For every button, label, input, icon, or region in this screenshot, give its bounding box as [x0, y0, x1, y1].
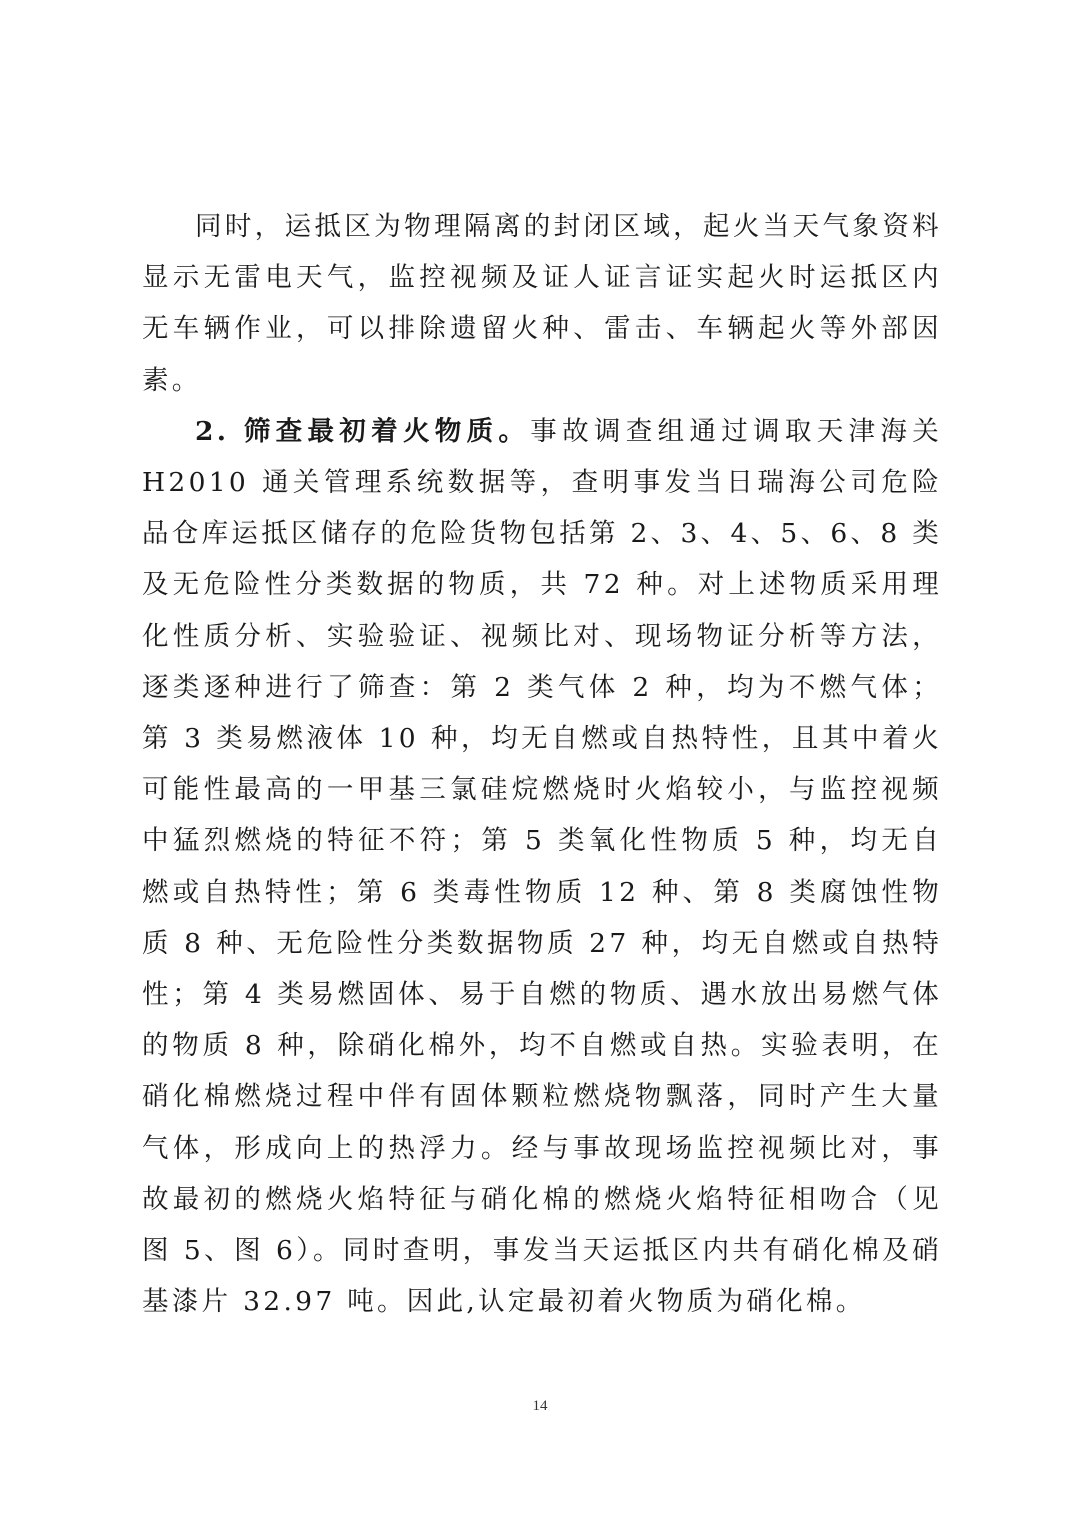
page-number: 14: [532, 1398, 548, 1414]
paragraph-external-factors-text: 同时，运抵区为物理隔离的封闭区域，起火当天气象资料显示无雷电天气，监控视频及证人证言证实起火时运抵区内无车辆作业，可以排除遗留火种、雷击、车辆起火等外部因素。: [142, 211, 942, 396]
section-heading-screening: 2. 筛查最初着火物质。: [195, 415, 531, 447]
paragraph-initial-fire-substance-text: 事故调查组通过调取天津海关 H2010 通关管理系统数据等，查明事发当日瑞海公司危险品仓库运抵区储存的危险货物包括第 2、3、4、5、6、8 类及无危险性分类数据的物质，共 72 种。对上述物质采用理化性质分析、实验验证、视频比对、现场物证分析等方法，逐类逐种进行了筛查：第 2 类气体 2 种，均为不燃气体；第 3 类易燃液体 10 种，均无自燃或自热特性，且其中着火可能性最高的一甲基三氯硅烷燃烧时火焰较小，与监控视频中猛烈燃烧的特征不符；第 5 类氧化性物质 5 种，均无自燃或自热特性；第 6 类毒性物质 12 种、第 8 类腐蚀性物质 8 种、无危险性分类数据物质 27 种，均无自燃或自热特性；第 4 类易燃固体、易于自燃的物质、遇水放出易燃气体的物质 8 种，除硝化棉外，均不自燃或自热。实验表明，在硝化棉燃烧过程中伴有固体颗粒燃烧物飘落，同时产生大量气体，形成向上的热浮力。经与事故现场监控视频比对，事故最初的燃烧火焰特征与硝化棉的燃烧火焰特征相吻合（见图 5、图 6）。同时查明，事发当天运抵区内共有硝化棉及硝基漆片 32.97 吨。因此,认定最初着火物质为硝化棉。: [142, 415, 943, 1318]
document-body: [142, 201, 942, 1327]
paragraph-external-factors: [142, 201, 942, 406]
paragraph-initial-fire-substance: [142, 406, 942, 1328]
